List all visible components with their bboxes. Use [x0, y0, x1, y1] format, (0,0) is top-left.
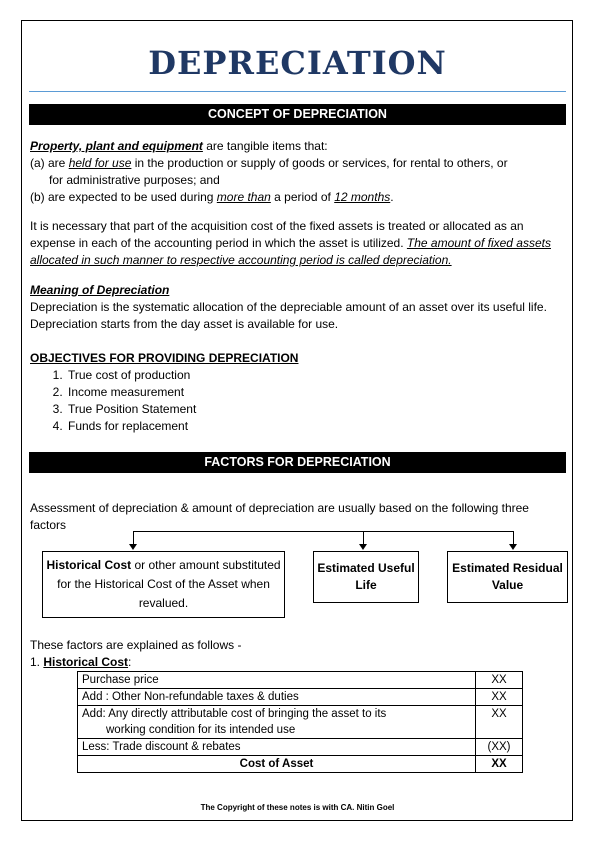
- connector-left: [133, 531, 134, 545]
- factors-section-heading: FACTORS FOR DEPRECIATION: [29, 452, 566, 473]
- objectives-list: [30, 367, 565, 435]
- held-for-use-term: held for use: [68, 156, 132, 170]
- depreciation-paragraph: [30, 218, 565, 269]
- objective-item: 1. True cost of production: [66, 367, 565, 384]
- arrow-down-icon: [509, 544, 517, 550]
- row-amount: (XX): [476, 739, 523, 756]
- historical-cost-heading: [30, 654, 565, 671]
- item-number: 1.: [30, 655, 41, 669]
- row-amount: XX: [476, 706, 523, 739]
- more-than-term: more than: [216, 190, 271, 204]
- connector-middle: [363, 531, 364, 545]
- connector-horizontal: [133, 531, 513, 532]
- factor-historical-cost: [42, 551, 285, 618]
- table-row: [78, 672, 523, 689]
- row-label: [78, 706, 476, 739]
- row-label: Less: Trade discount & rebates: [78, 739, 476, 756]
- point-a-continuation: for administrative purposes; and: [49, 173, 220, 187]
- factors-intro: Assessment of depreciation & amount of depreciation are usually based on the following three factors: [30, 501, 529, 532]
- table-total-row: [78, 756, 523, 773]
- ppe-term: Property, plant and equipment: [30, 139, 203, 153]
- historical-cost-rest: or other amount substituted for the Historical Cost of the Asset when revalued.: [57, 558, 281, 610]
- meaning-text: Depreciation is the systematic allocation of the depreciable amount of an asset over its useful life. Depreciation starts from the day asset is available for use.: [30, 300, 547, 331]
- concept-section-heading: CONCEPT OF DEPRECIATION: [29, 104, 566, 125]
- title-divider: [29, 91, 566, 92]
- connector-right: [513, 531, 514, 545]
- factor-useful-life: [313, 551, 419, 603]
- objective-item: 3. True Position Statement: [66, 401, 565, 418]
- row-label-line2: working condition for its intended use: [106, 724, 296, 736]
- point-b-end: .: [390, 190, 394, 204]
- factors-explained: These factors are explained as follows -: [30, 638, 242, 652]
- table-row: [78, 689, 523, 706]
- objective-item: 2. Income measurement: [66, 384, 565, 401]
- objectives-block: [30, 350, 565, 435]
- twelve-months-term: 12 months: [334, 190, 391, 204]
- total-amount: XX: [476, 756, 523, 773]
- table-row: [78, 739, 523, 756]
- point-a-prefix: (a) are: [30, 156, 69, 170]
- row-label-line1: Add: Any directly attributable cost of bringing the asset to its: [82, 708, 387, 720]
- point-a-rest: in the production or supply of goods or services, for rental to others, or: [131, 156, 508, 170]
- arrow-down-icon: [129, 544, 137, 550]
- paragraph-plain: It is necessary that part of the acquisition cost of the fixed assets is treated or allocated as an expense in each of the accounting period in which the asset is utilized.: [30, 219, 524, 250]
- factor-residual-value: [447, 551, 568, 603]
- historical-cost-bold: Historical Cost: [46, 558, 132, 572]
- objectives-heading: OBJECTIVES FOR PROVIDING DEPRECIATION: [30, 351, 299, 365]
- meaning-block: [30, 282, 565, 333]
- residual-value-text: Estimated Residual Value: [452, 561, 563, 592]
- row-amount: XX: [476, 689, 523, 706]
- page-title: DEPRECIATION: [148, 44, 447, 82]
- row-label: Add : Other Non-refundable taxes & duties: [78, 689, 476, 706]
- colon: :: [128, 655, 132, 669]
- ppe-definition: [30, 138, 565, 206]
- historical-cost-label: Historical Cost: [43, 655, 129, 669]
- paragraph-emphasis: The amount of fixed assets allocated in such manner to respective accounting period is called depreciation.: [30, 236, 551, 267]
- total-label: Cost of Asset: [78, 756, 476, 773]
- point-b-prefix: (b) are expected to be used during: [30, 190, 217, 204]
- table-row: [78, 706, 523, 739]
- copyright-footer: The Copyright of these notes is with CA. Nitin Goel: [200, 803, 395, 812]
- meaning-heading: Meaning of Depreciation: [30, 283, 170, 297]
- useful-life-text: Estimated Useful Life: [317, 561, 415, 592]
- row-label: Purchase price: [78, 672, 476, 689]
- arrow-down-icon: [359, 544, 367, 550]
- objective-item: 4. Funds for replacement: [66, 418, 565, 435]
- point-b-mid: a period of: [270, 190, 335, 204]
- ppe-rest: are tangible items that:: [202, 139, 328, 153]
- row-amount: XX: [476, 672, 523, 689]
- cost-of-asset-table: [77, 671, 523, 773]
